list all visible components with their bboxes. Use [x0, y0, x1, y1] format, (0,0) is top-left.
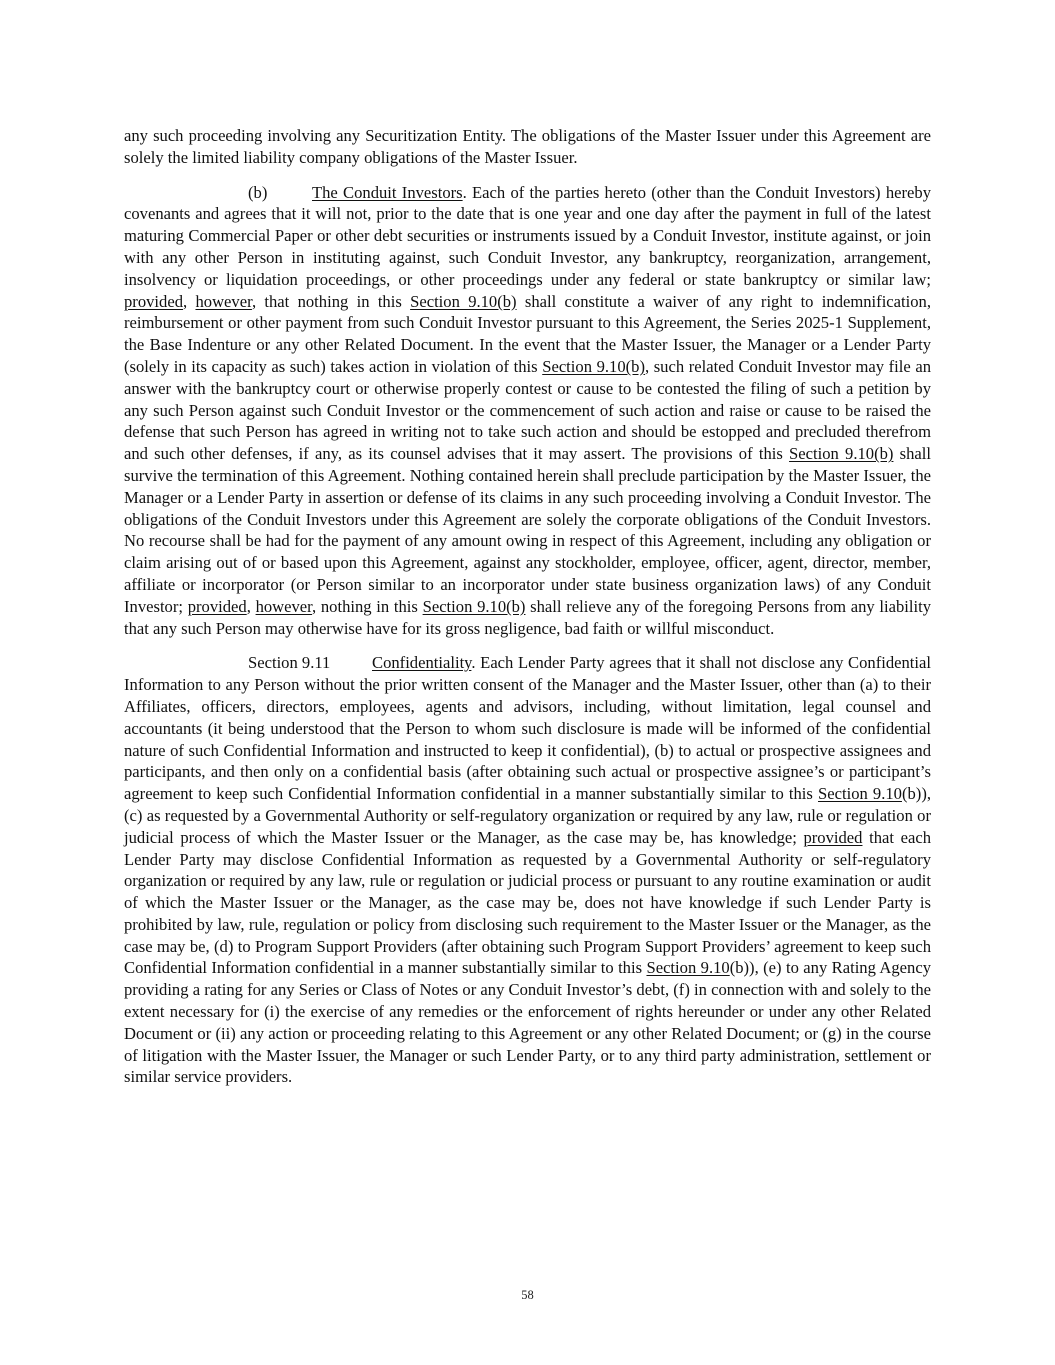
- section-reference: Section 9.10: [818, 784, 902, 804]
- paragraph-b-text: shall survive the termination of this Agreement. Nothing contained herein shall preclude participation by the Master Issuer, the Manager or a Lender Party in assertion or defense of its claims in any such proceeding involving a Conduit Investor. The obligations of the Conduit Investors under this Agreement are solely the corporate obligations of the Conduit Investors. No recourse shall be had for the payment of any amount owing in respect of this Agreement, including any obligation or claim arising out of or based upon this Agreement, against any stockholder, employee, officer, agent, director, member, affiliate or incorporator (or Person similar to an incorporator under state business organization laws) of any Conduit Investor;: [124, 444, 932, 616]
- section-reference: Section 9.10: [646, 958, 730, 978]
- section-9-11-label: Section 9.11: [248, 653, 331, 673]
- paragraph-b-text: shall constitute a waiver of any right to indemnification, reimbursement or other payment from such Conduit Investor pursuant to this Agreement, the Series 2025-1 Supplement, the Base Indenture or any other Related Document. In the event that the Master Issuer, the Manager or a Lender Party (solely in its capacity as such) takes action in violation of this: [124, 291, 932, 376]
- provided-term: provided: [187, 596, 247, 616]
- paragraph-b-label: (b): [248, 182, 268, 202]
- section-9-11-heading: Confidentiality: [372, 653, 472, 673]
- provided-term: provided: [124, 291, 183, 311]
- document-page: [124, 125, 931, 1101]
- paragraph-b-text: shall relieve any of the foregoing Persons from any liability that any such Person may otherwise have for its gross negligence, bad faith or willful misconduct.: [124, 596, 932, 638]
- section-9-11-text: (b)), (c) as requested by a Governmental Authority or self-regulatory organization or required by any law, rule or regulation or judicial process of which the Master Issuer or the Manager, as the case may be, has knowledge;: [124, 784, 931, 847]
- page-number: 58: [521, 1288, 534, 1302]
- section-reference: Section 9.10(b): [410, 291, 517, 311]
- paragraph-b-heading: The Conduit Investors: [312, 182, 463, 202]
- paragraph-a-continuation: [124, 125, 931, 169]
- section-reference: Section 9.10(b): [542, 356, 645, 376]
- paragraph-b-text: ,: [246, 596, 256, 616]
- paragraph-a-text: any such proceeding involving any Securitization Entity. The obligations of the Master Issuer under this Agreement are solely the limited liability company obligations of the Master Issuer.: [124, 126, 931, 167]
- provided-term: provided: [803, 827, 863, 847]
- paragraph-b-text: , that nothing in this: [251, 291, 411, 311]
- section-reference: Section 9.10(b): [789, 444, 894, 464]
- section-9-11: [124, 652, 931, 1088]
- paragraph-b: [124, 182, 931, 640]
- however-term: however: [195, 291, 252, 311]
- paragraph-b-text: , such related Conduit Investor may file an answer with the bankruptcy court or otherwise properly contest or cause to be contested the filing of such a petition by any such Person against such Conduit Investor or the commencement of such action and raise or cause to be raised the defense that such Person has agreed in writing not to take such action and should be estopped and precluded therefrom and such other defenses, if any, as its counsel advises that it may assert. The provisions of this: [124, 356, 932, 464]
- paragraph-b-text: . Each of the parties hereto (other than the Conduit Investors) hereby covenants and agrees that it will not, prior to the date that is one year and one day after the payment in full of the latest maturing Commercial Paper or other debt securities or instruments issued by a Conduit Investor, institute against, or join with any other Person in instituting against, such Conduit Investor, any bankruptcy, reorganization, arrangement, insolvency or liquidation proceedings, or other proceedings under any federal or state bankruptcy or similar law;: [124, 182, 931, 289]
- paragraph-b-text: , nothing in this: [312, 596, 423, 616]
- section-9-11-text: . Each Lender Party agrees that it shall not disclose any Confidential Information to any Person without the prior written consent of the Manager and the Master Issuer, other than (a) to their Affiliates, officers, directors, employees, agents and advisors, including, without limitation, legal counsel and accountants (it being understood that the Person to whom such disclosure is made will be informed of the confidential nature of such Confidential Information and instructed to keep it confidential), (b) to actual or prospective assignees and participants, and then only on a confidential basis (after obtaining such actual or prospective assignee’s or participant’s agreement to keep such Confidential Information confidential in a manner substantially similar to this: [124, 653, 931, 804]
- paragraph-b-text: ,: [183, 291, 196, 311]
- section-reference: Section 9.10(b): [422, 596, 526, 616]
- section-9-11-text: (b)), (e) to any Rating Agency providing a rating for any Series or Class of Notes or any Conduit Investor’s debt, (f) in connection with and solely to the extent necessary for (i) the exercise of any remedies or the enforcement of rights hereunder or under any other Related Document or (ii) any action or proceeding relating to this Agreement or any other Related Document; or (g) in the course of litigation with the Master Issuer, the Manager or such Lender Party, or to any third party administration, settlement or similar service providers.: [124, 958, 932, 1087]
- however-term: however: [255, 596, 313, 616]
- section-9-11-text: that each Lender Party may disclose Confidential Information as requested by a Governmental Authority or self-regulatory organization or required by any law, rule or regulation or judicial process or pursuant to any routine examination or audit of which the Master Issuer or the Manager, as the case may be, does not have knowledge if such Lender Party is prohibited by law, rule, regulation or policy from disclosing such requirement to the Master Issuer or the Manager, as the case may be, (d) to Program Support Providers (after obtaining such Program Support Providers’ agreement to keep such Confidential Information confidential in a manner substantially similar to this: [124, 827, 931, 978]
